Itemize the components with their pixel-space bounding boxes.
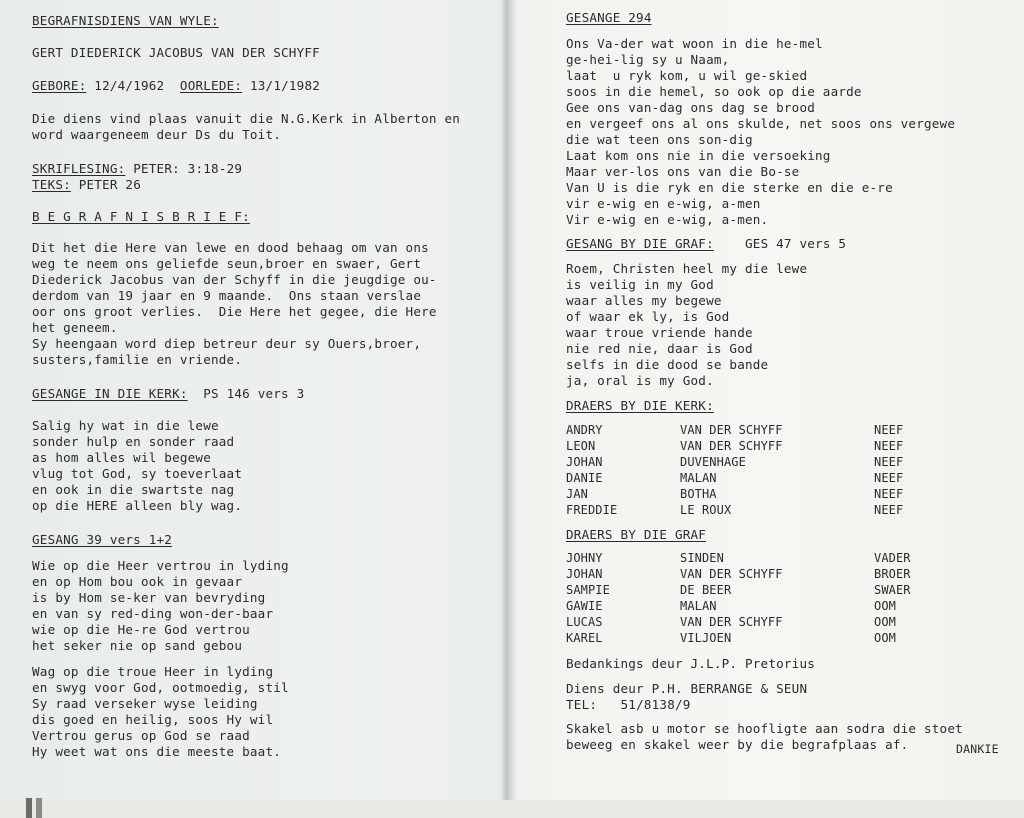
born-date: 12/4/1962 — [94, 78, 165, 93]
hymn39-line: wie op die He-re God vertrou — [32, 622, 250, 637]
bearer-first-name: ANDRY — [566, 423, 603, 437]
bearer-first-name: FREDDIE — [566, 503, 618, 517]
hymn39-line: en swyg voor God, ootmoedig, stil — [32, 680, 289, 695]
hymn39-line: dis goed en heilig, soos Hy wil — [32, 712, 274, 727]
bearer-relation: NEEF — [874, 439, 904, 453]
hymn39-line: is by Hom se-ker van bevryding — [32, 590, 266, 605]
bearer-first-name: SAMPIE — [566, 583, 610, 597]
bearer-first-name: JOHNY — [566, 551, 603, 565]
bearer-surname: VAN DER SCHYFF — [680, 439, 783, 453]
thanks-word: DANKIE — [956, 742, 999, 756]
bearer-surname: VAN DER SCHYFF — [680, 615, 783, 629]
letter-line: derdom van 19 jaar en 9 maande. Ons staan verslae — [32, 288, 422, 303]
hymn294-line: Vir e-wig en e-wig, a-men. — [566, 212, 769, 227]
page-fold — [500, 0, 514, 800]
closing-line: beweeg en skakel weer by die begrafplaas af. — [566, 737, 909, 752]
hymn294-line: ge-hei-lig sy u Naam, — [566, 52, 730, 67]
letter-line: Diederick Jacobus van der Schyff in die jeugdige ou- — [32, 272, 437, 287]
bearer-relation: BROER — [874, 567, 911, 581]
bearer-surname: LE ROUX — [680, 503, 732, 517]
hymn39-line: het seker nie op sand gebou — [32, 638, 243, 653]
letter-line: Sy heengaan word diep betreur deur sy Ouers,broer, — [32, 336, 422, 351]
bearer-surname: SINDEN — [680, 551, 724, 565]
hymn39-line: Sy raad verseker wyse leiding — [32, 696, 258, 711]
hymn294-line: Van U is die ryk en die sterke en die e-re — [566, 180, 893, 195]
scan-bottom-edge — [0, 800, 1024, 818]
church-hymns-label: GESANGE IN DIE KERK: — [32, 386, 188, 401]
grave-hymn-line: is veilig in my God — [566, 277, 714, 292]
letter-header: B E G R A F N I S B R I E F: — [32, 209, 250, 224]
hymn39-line: Wag op die troue Heer in lyding — [32, 664, 274, 679]
grave-hymn-line: waar alles my begewe — [566, 293, 722, 308]
psalm-line: op die HERE alleen bly wag. — [32, 498, 243, 513]
bearer-first-name: JOHAN — [566, 455, 603, 469]
hymn294-line: vir e-wig en e-wig, a-men — [566, 196, 761, 211]
bearer-relation: VADER — [874, 551, 911, 565]
tel-value: 51/8138/9 — [620, 697, 691, 712]
grave-bearers-label: DRAERS BY DIE GRAF — [566, 527, 707, 542]
deceased-name: GERT DIEDERICK JACOBUS VAN DER SCHYFF — [32, 45, 320, 60]
bearer-surname: DE BEER — [680, 583, 732, 597]
hymn294-line: die wat teen ons son-dig — [566, 132, 753, 147]
hymn294-line: soos in die hemel, so ook op die aarde — [566, 84, 862, 99]
bearer-relation: OOM — [874, 615, 896, 629]
tel-line — [566, 697, 691, 712]
hymn39-line: Wie op die Heer vertrou in lyding — [32, 558, 289, 573]
bearer-surname: VILJOEN — [680, 631, 732, 645]
closing-line: Skakel asb u motor se hoofligte aan sodra die stoet — [566, 721, 963, 736]
psalm-line: Salig hy wat in die lewe — [32, 418, 219, 433]
dates-line — [32, 78, 320, 93]
scripture-value: PETER: 3:18-29 — [133, 161, 243, 176]
grave-hymn-line: nie red nie, daar is God — [566, 341, 753, 356]
bearer-surname: DUVENHAGE — [680, 455, 746, 469]
grave-hymn-line: of waar ek ly, is God — [566, 309, 730, 324]
bearer-relation: NEEF — [874, 471, 904, 485]
letter-line: Dit het die Here van lewe en dood behaag om van ons — [32, 240, 429, 255]
died-date: 13/1/1982 — [249, 78, 321, 93]
hymn39-label: GESANG 39 vers 1+2 — [32, 532, 173, 547]
psalm-line: en ook in die swartste nag — [32, 482, 235, 497]
hymn294-line: Laat kom ons nie in die versoeking — [566, 148, 831, 163]
hymn294-label: GESANGE 294 — [566, 10, 652, 25]
church-bearers-label: DRAERS BY DIE KERK: — [566, 398, 714, 413]
letter-line: susters,familie en vriende. — [32, 352, 243, 367]
grave-hymn-line: waar troue vriende hande — [566, 325, 753, 340]
scripture-label: SKRIFLESING: — [32, 161, 126, 176]
psalm-line: as hom alles wil begewe — [32, 450, 211, 465]
thanks-line: Bedankings deur J.L.P. Pretorius — [566, 656, 816, 671]
grave-hymn-line — [566, 236, 846, 251]
bearer-first-name: GAWIE — [566, 599, 603, 613]
grave-hymn-label: GESANG BY DIE GRAF: — [566, 236, 714, 251]
bearer-relation: NEEF — [874, 503, 904, 517]
hymn294-line: en vergeef ons al ons skulde, net soos ons vergewe — [566, 116, 956, 131]
bearer-surname: VAN DER SCHYFF — [680, 423, 783, 437]
binder-clip — [26, 798, 32, 818]
binder-clip — [36, 798, 42, 818]
church-hymns-ref: PS 146 vers 3 — [203, 386, 305, 401]
bearer-first-name: LEON — [566, 439, 596, 453]
bearer-first-name: JAN — [566, 487, 588, 501]
hymn294-line: Gee ons van-dag ons dag se brood — [566, 100, 816, 115]
hymn39-line: Vertrou gerus op God se raad — [32, 728, 250, 743]
bearer-surname: BOTHA — [680, 487, 717, 501]
bearer-surname: VAN DER SCHYFF — [680, 567, 783, 581]
psalm-line: vlug tot God, sy toeverlaat — [32, 466, 243, 481]
bearer-relation: OOM — [874, 631, 896, 645]
church-hymns-line — [32, 386, 304, 401]
text-value: PETER 26 — [78, 177, 141, 192]
service-by-line: Diens deur P.H. BERRANGE & SEUN — [566, 681, 808, 696]
born-label: GEBORE: — [32, 78, 87, 93]
bearer-relation: SWAER — [874, 583, 911, 597]
bearer-first-name: DANIE — [566, 471, 603, 485]
bearer-first-name: KAREL — [566, 631, 603, 645]
hymn39-line: Hy weet wat ons die meeste baat. — [32, 744, 282, 759]
bearer-relation: OOM — [874, 599, 896, 613]
bearer-surname: MALAN — [680, 599, 717, 613]
bearer-first-name: LUCAS — [566, 615, 603, 629]
hymn294-line: Ons Va-der wat woon in die he-mel — [566, 36, 823, 51]
grave-hymn-line: selfs in die dood se bande — [566, 357, 769, 372]
letter-line: het geneem. — [32, 320, 118, 335]
service-line: Die diens vind plaas vanuit die N.G.Kerk in Alberton en — [32, 111, 461, 126]
bearer-relation: NEEF — [874, 487, 904, 501]
psalm-line: sonder hulp en sonder raad — [32, 434, 235, 449]
hymn39-line: en van sy red-ding won-der-baar — [32, 606, 274, 621]
hymn39-line: en op Hom bou ook in gevaar — [32, 574, 243, 589]
tel-label: TEL: — [566, 697, 598, 712]
bearer-relation: NEEF — [874, 455, 904, 469]
died-label: OORLEDE: — [179, 78, 243, 93]
hymn294-line: laat u ryk kom, u wil ge-skied — [566, 68, 808, 83]
letter-line: oor ons groot verlies. Die Here het gegee, die Here — [32, 304, 437, 319]
service-header: BEGRAFNISDIENS VAN WYLE: — [32, 13, 219, 28]
hymn294-line: Maar ver-los ons van die Bo-se — [566, 164, 800, 179]
grave-hymn-line: Roem, Christen heel my die lewe — [566, 261, 808, 276]
bearer-relation: NEEF — [874, 423, 904, 437]
grave-hymn-ref: GES 47 vers 5 — [745, 236, 847, 251]
text-label: TEKS: — [32, 177, 71, 192]
letter-line: weg te neem ons geliefde seun,broer en swaer, Gert — [32, 256, 422, 271]
text-line — [32, 177, 141, 192]
bearer-first-name: JOHAN — [566, 567, 603, 581]
grave-hymn-line: ja, oral is my God. — [566, 373, 714, 388]
scripture-line — [32, 161, 242, 176]
service-line: word waargeneem deur Ds du Toit. — [32, 127, 282, 142]
bearer-surname: MALAN — [680, 471, 717, 485]
